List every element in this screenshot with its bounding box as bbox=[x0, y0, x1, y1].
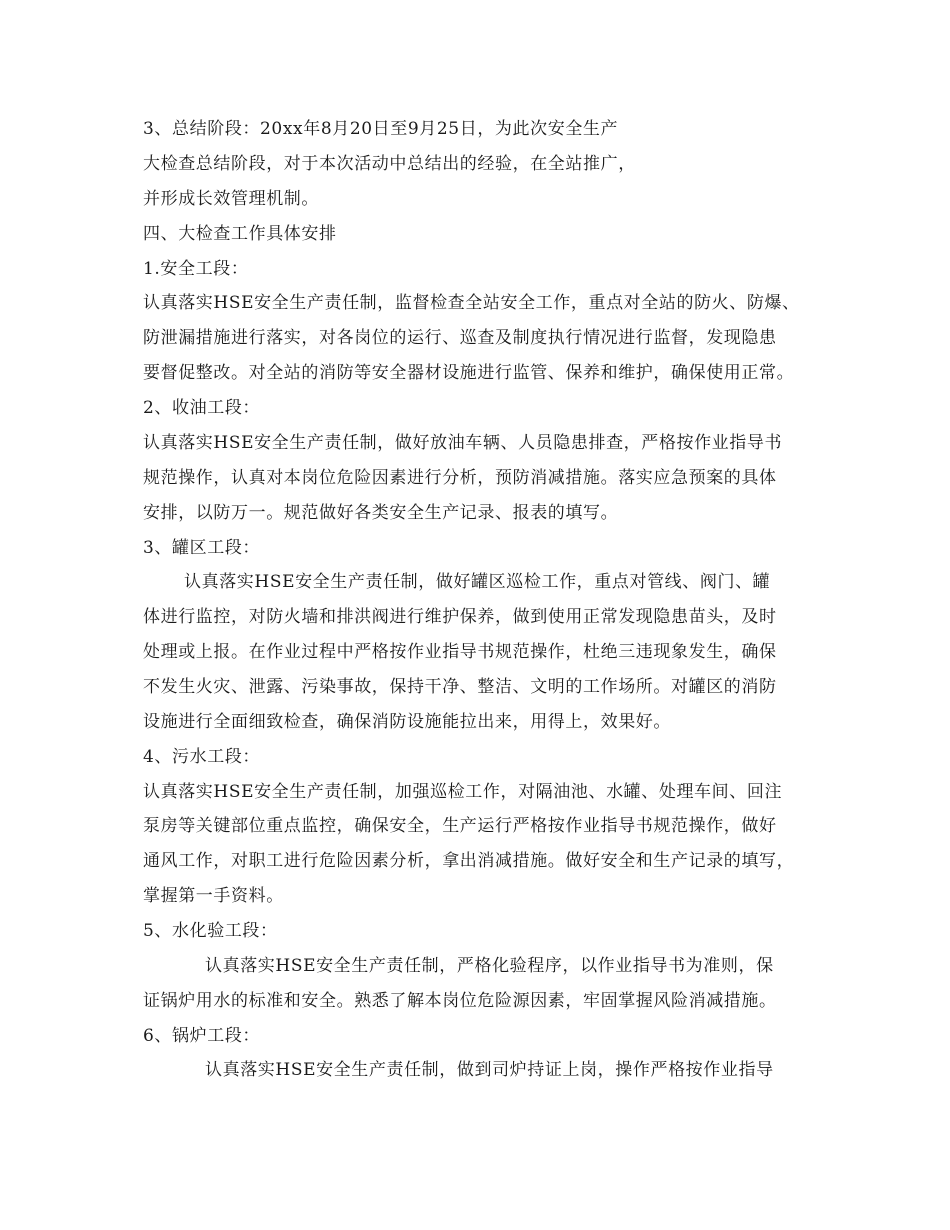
section-heading-arrangement: 四、大检查工作具体安排 bbox=[143, 224, 337, 244]
heading-water-lab-section: 5、水化验工段： bbox=[143, 921, 278, 941]
sewage-line-1: 认真落实HSE安全生产责任制，加强巡检工作，对隔油池、水罐、处理车间、回注 bbox=[143, 782, 783, 802]
tank-area-line-3: 处理或上报。在作业过程中严格按作业指导书规范操作，杜绝三违现象发生，确保 bbox=[143, 642, 777, 662]
heading-boiler-section: 6、锅炉工段： bbox=[143, 1026, 261, 1046]
safety-section-line-3: 要督促整改。对全站的消防等安全器材设施进行监管、保养和维护，确保使用正常。 bbox=[143, 363, 795, 383]
heading-safety-section: 1.安全工段： bbox=[143, 259, 249, 279]
heading-sewage-section: 4、污水工段： bbox=[143, 747, 261, 767]
boiler-line-1: 认真落实HSE安全生产责任制，做到司炉持证上岗，操作严格按作业指导 bbox=[205, 1060, 774, 1080]
sewage-line-3: 通风工作，对职工进行危险因素分析，拿出消减措施。做好安全和生产记录的填写， bbox=[143, 851, 795, 871]
oil-receiving-line-3: 安排，以防万一。规范做好各类安全生产记录、报表的填写。 bbox=[143, 503, 619, 523]
tank-area-line-5: 设施进行全面细致检查，确保消防设施能拉出来，用得上，效果好。 bbox=[143, 712, 671, 732]
water-lab-line-2: 证锅炉用水的标准和安全。熟悉了解本岗位危险源因素，牢固掌握风险消减措施。 bbox=[143, 991, 777, 1011]
summary-stage-line-3: 并形成长效管理机制。 bbox=[143, 189, 319, 209]
oil-receiving-line-2: 规范操作，认真对本岗位危险因素进行分析，预防消减措施。落实应急预案的具体 bbox=[143, 468, 777, 488]
safety-section-line-2: 防泄漏措施进行落实，对各岗位的运行、巡查及制度执行情况进行监督，发现隐患 bbox=[143, 328, 777, 348]
tank-area-line-1: 认真落实HSE安全生产责任制，做好罐区巡检工作，重点对管线、阀门、罐 bbox=[184, 572, 771, 592]
sewage-line-4: 掌握第一手资料。 bbox=[143, 886, 284, 906]
heading-oil-receiving-section: 2、收油工段： bbox=[143, 398, 261, 418]
sewage-line-2: 泵房等关键部位重点监控，确保安全，生产运行严格按作业指导书规范操作，做好 bbox=[143, 816, 777, 836]
summary-stage-line-1: 3、总结阶段：20xx年8月20日至9月25日，为此次安全生产 bbox=[143, 119, 619, 139]
tank-area-line-4: 不发生火灾、泄露、污染事故，保持干净、整洁、文明的工作场所。对罐区的消防 bbox=[143, 677, 777, 697]
water-lab-line-1: 认真落实HSE安全生产责任制，严格化验程序，以作业指导书为准则，保 bbox=[205, 956, 774, 976]
tank-area-line-2: 体进行监控，对防火墙和排洪阀进行维护保养，做到使用正常发现隐患苗头，及时 bbox=[143, 607, 777, 627]
oil-receiving-line-1: 认真落实HSE安全生产责任制，做好放油车辆、人员隐患排查，严格按作业指导书 bbox=[143, 433, 783, 453]
summary-stage-line-2: 大检查总结阶段，对于本次活动中总结出的经验，在全站推广， bbox=[143, 154, 636, 174]
heading-tank-area-section: 3、罐区工段： bbox=[143, 538, 261, 558]
safety-section-line-1: 认真落实HSE安全生产责任制，监督检查全站安全工作，重点对全站的防火、防爆、 bbox=[143, 293, 800, 313]
